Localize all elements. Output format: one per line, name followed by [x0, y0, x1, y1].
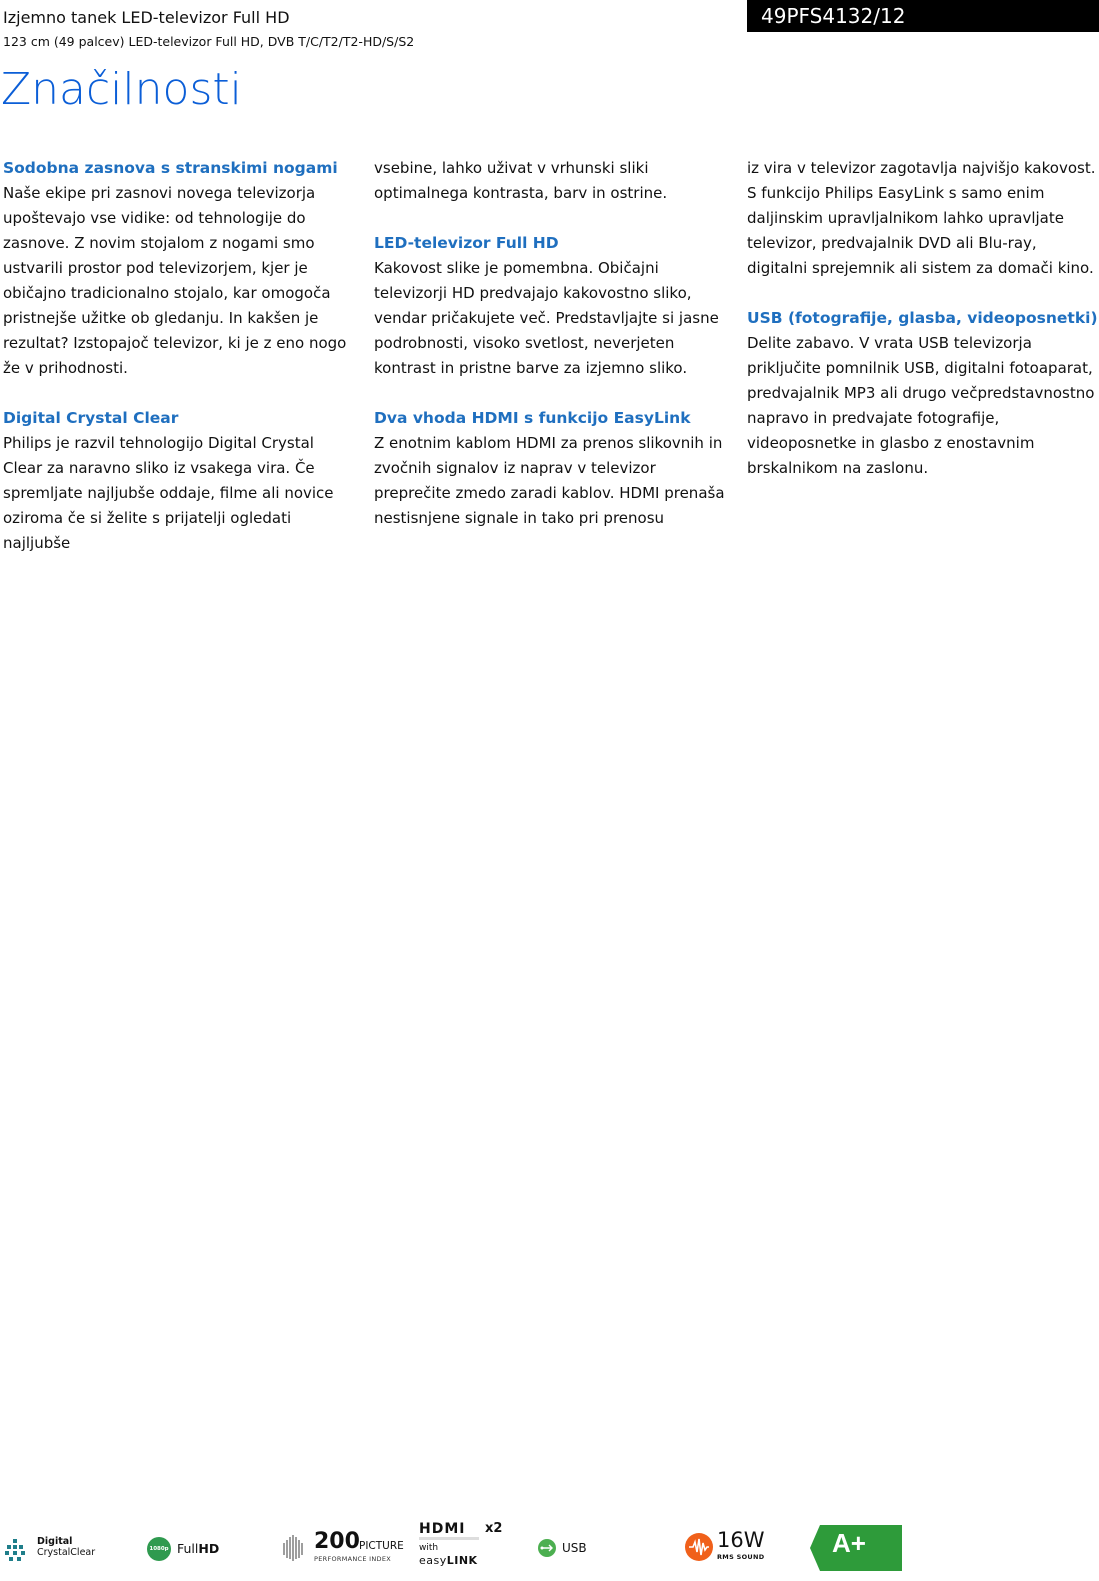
features-column-2	[374, 156, 726, 556]
fullhd-label	[177, 1540, 219, 1558]
picture-performance-index-logo	[283, 1531, 413, 1567]
pi-number: 200	[314, 1529, 360, 1554]
feature-title: LED-televizor Full HD	[374, 234, 559, 252]
dcc-line1: Digital	[37, 1536, 73, 1547]
feature-block	[374, 231, 726, 381]
feature-title: Dva vhoda HDMI s funkcijo EasyLink	[374, 409, 691, 427]
fullhd-badge-icon: 1080p	[147, 1537, 171, 1561]
pixel-grid-icon	[5, 1539, 25, 1561]
product-title: Izjemno tanek LED-televizor Full HD	[3, 8, 290, 27]
dcc-label	[37, 1536, 95, 1558]
full-hd-logo	[147, 1537, 247, 1565]
performance-bars-icon	[283, 1533, 305, 1563]
easylink-label	[419, 1554, 478, 1567]
usb-label: USB	[562, 1541, 587, 1555]
feature-text-continued: iz vira v televizor zagotavlja najvišjo kakovost. S funkcijo Philips EasyLink s samo enim daljinskim upravljalnikom lahko upravljate televizor, predvajalnik DVD ali Blu-ray, digitalni sprejemnik ali sistem za domači kino.	[747, 159, 1096, 277]
dcc-line2: CrystalClear	[37, 1547, 96, 1558]
hdmi-word: HDMI	[419, 1521, 466, 1537]
fullhd-bold: HD	[198, 1541, 220, 1556]
features-column-1	[3, 156, 355, 581]
feature-text: Z enotnim kablom HDMI za prenos slikovnih in zvočnih signalov iz naprav v televizor preprečite zmedo zaradi kablov. HDMI prenaša nestisnjene signale in tako pri prenosu	[374, 434, 725, 527]
feature-text-continued: vsebine, lahko uživat v vrhunski sliki optimalnega kontrasta, barv in ostrine.	[374, 159, 668, 202]
energy-class-badge	[810, 1525, 902, 1571]
feature-text: Philips je razvil tehnologijo Digital Crystal Clear za naravno sliko iz vsakega vira. Če spremljate najljubše oddaje, filme ali novice oziroma če si želite s prijatelji ogledati najljubše	[3, 434, 334, 552]
feature-block	[747, 156, 1099, 281]
pi-subtitle: PERFORMANCE INDEX	[314, 1555, 391, 1563]
pi-word: PICTURE	[359, 1540, 404, 1552]
feature-logos-strip	[0, 1521, 1099, 1581]
feature-text: Naše ekipe pri zasnovi novega televizorja upoštevajo vse vidike: od tehnologije do zasnove. Z novim stojalom z nogami smo ustvarili prostor pod televizorjem, kjer je običajno tradicionalno stojalo, kar omogoča pristnejše užitke ob gledanju. In kakšen je rezultat? Izstopajoč televizor, ki je z eno nogo že v prihodnosti.	[3, 184, 347, 377]
feature-title: Digital Crystal Clear	[3, 409, 179, 427]
hdmi-tagline-bar	[419, 1537, 479, 1540]
sound-watts: 16W	[717, 1528, 765, 1552]
sound-subtitle: RMS SOUND	[717, 1553, 765, 1561]
hdmi-with: with	[419, 1543, 439, 1553]
usb-icon	[538, 1539, 556, 1557]
feature-block	[747, 306, 1099, 481]
product-subtitle: 123 cm (49 palcev) LED-televizor Full HD, DVB T/C/T2/T2-HD/S/S2	[3, 34, 415, 49]
rms-sound-logo	[685, 1529, 795, 1569]
easylink-easy: easy	[419, 1554, 447, 1567]
digital-crystal-clear-logo	[5, 1535, 125, 1565]
hdmi-easylink-logo	[419, 1521, 519, 1581]
energy-class-label: A+	[832, 1528, 866, 1558]
feature-block	[374, 406, 726, 531]
features-column-3	[747, 156, 1099, 506]
hdmi-count: x2	[485, 1521, 503, 1536]
usb-logo	[538, 1537, 618, 1565]
sound-wave-icon	[685, 1533, 713, 1561]
feature-title: USB (fotografije, glasba, videoposnetki)	[747, 309, 1098, 327]
feature-title: Sodobna zasnova s stranskimi nogami	[3, 159, 338, 177]
feature-block	[3, 156, 355, 381]
page-title: Značilnosti	[1, 64, 242, 115]
feature-block	[374, 156, 726, 206]
feature-text: Kakovost slike je pomembna. Običajni televizorji HD predvajajo kakovostno sliko, vendar pričakujete več. Predstavljajte si jasne podrobnosti, visoko svetlost, neverjeten kontrast in pristne barve za izjemno sliko.	[374, 259, 719, 377]
easylink-link: LINK	[446, 1554, 478, 1567]
feature-block	[3, 406, 355, 556]
fullhd-pre: Full	[177, 1541, 199, 1556]
feature-text: Delite zabavo. V vrata USB televizorja priključite pomnilnik USB, digitalni fotoaparat, predvajalnik MP3 ali drugo večpredstavnostno napravo in predvajate fotografije, videoposnetke in glasbo z enostavnim brskalnikom na zaslonu.	[747, 334, 1095, 477]
model-number-badge: 49PFS4132/12	[747, 0, 1099, 32]
